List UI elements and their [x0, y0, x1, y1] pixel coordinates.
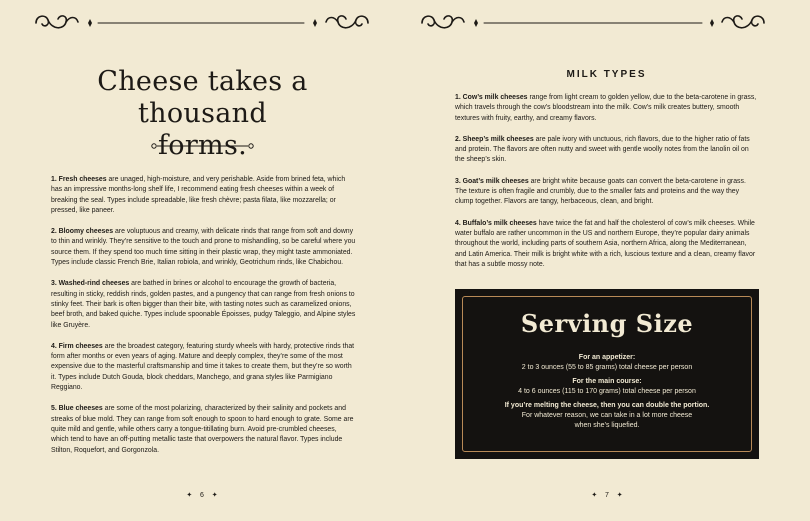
scroll-ornament-icon: [418, 10, 768, 36]
appetizer-amount: 2 to 3 ounces (55 to 85 grams) total cheese per person: [521, 364, 693, 371]
melting-line-2: For whatever reason, we can take in a lot more cheese: [521, 412, 693, 419]
entry-text: are the broadest category, featuring sturdy wheels with hardy, protective rinds that form after months or even years of aging. Mature and deeply complex, they’re some of the most expensive due to the masterful craftsmanship and time it takes to create them, but they’re so worth it. Types include Dutch Gouda, block cheddars, Manchego, and grana styles like Parmigiano Reggiano.: [51, 342, 355, 392]
melting-line-3: when she’s liquefied.: [574, 422, 640, 429]
milk-types-list: [455, 93, 758, 281]
entry-label: 4. Firm cheeses: [51, 342, 103, 350]
entry-text: are bright white because goats can convert the beta-carotene in grass. The texture is often fragile and crumbly, due to the smaller fats and proteins and the way they clump together. Flavors are tangy, herbaceous, clean, and bright.: [455, 177, 746, 206]
title-divider: [150, 138, 255, 156]
entry-text: are some of the most polarizing, characterized by their salinity and pockets and streaks of blue mold. They can range from soft enough to spoon to hard enough to grate. Some are quite mild and gentle, while others carry a tongue-titillating burn. Avoid pre-crumbled cheeses, which tend to have an off-putting metallic taste that overpowers the natural flavor. Types include Stilton, Roquefort, and Gorgonzola.: [51, 405, 354, 454]
entry-text: have twice the fat and half the cholesterol of cow’s milk cheeses. While water buffalo are rather uncommon in the US and northern Europe, they’re popular dairy animals throughout the world, including parts of southern Asia, northern Africa, along the Mediterranean, and Latin America. Their milk is bright white with a rich, luscious texture and a clean, creamy flavor that has a subtle mossy note.: [455, 219, 756, 268]
page-folio: [172, 491, 232, 499]
entry-text: are bathed in brines or alcohol to encourage the growth of bacteria, resulting in sticky, reddish rinds, golden pastes, and a pungency that can range from fresh onions to stinky feet. Their bark is often bigger than their bite, with tasting notes such as caramelized onions, beef broth, and baked quiche. Types include spoonable Époisses, pudgy Taleggio, and Alpine styles like Gruyère.: [51, 280, 356, 329]
entry-label: 5. Blue cheeses: [51, 405, 103, 413]
entry-text: range from light cream to golden yellow, due to the beta-carotene in grass, which travels through the cow’s bloodstream into the milk. Cow’s milk creates buttery, smooth textures with fruity, earthy, and creamy flavors.: [455, 94, 757, 122]
scroll-ornament-icon: [32, 10, 372, 36]
list-item: [51, 404, 356, 455]
serving-details: [455, 353, 759, 431]
entry-label: 1. Cow’s milk cheeses: [455, 94, 528, 101]
list-item: [51, 279, 356, 330]
main-course-amount: 4 to 6 ounces (115 to 170 grams) total cheese per person: [518, 388, 696, 395]
serving-title: Serving Size: [520, 309, 694, 338]
entry-text: are unaged, high-moisture, and very perishable. Aside from brined feta, which has an impressive months-long shelf life, I recommend eating fresh cheeses within a week of breaking the seal. Types include spreadable, like fresh chèvre; pasta filata, like mozzarella; or pressed, like paneer.: [51, 176, 346, 214]
section-title: MILK TYPES: [566, 69, 647, 80]
entry-text: are voluptuous and creamy, with delicate rinds that range from soft and downy to thin and wrinkly. They’re sensitive to the touch and prone to mishandling, so be careful where you source them. If they spend too much time sitting in their plastic wrap, they might taste ammoniated. Types include classic French Brie, Italian robiola, and wrinkly, Geotrichum rinds, like Chabichou.: [51, 228, 356, 267]
header-ornament: [418, 10, 768, 36]
entry-label: 3. Washed-rind cheeses: [51, 280, 130, 288]
serving-size-box: [455, 289, 759, 459]
folio-star-icon: ✦: [186, 492, 193, 499]
folio-star-icon: ✦: [211, 492, 218, 499]
melting-label: If you’re melting the cheese, then you can double the portion.: [504, 402, 710, 409]
list-item: [455, 177, 758, 208]
cheese-categories-list: [51, 175, 356, 467]
entry-label: 2. Sheep’s milk cheeses: [455, 135, 534, 143]
list-item: [455, 135, 758, 166]
folio-star-icon: ✦: [591, 492, 598, 499]
entry-label: 4. Buffalo’s milk cheeses: [455, 219, 537, 227]
title-line-1: Cheese takes a: [97, 66, 308, 97]
list-item: [455, 219, 758, 270]
entry-label: 2. Bloomy cheeses: [51, 228, 114, 236]
divider-rule-icon: [150, 141, 255, 151]
list-item: [455, 93, 758, 124]
entry-label: 3. Goat’s milk cheeses: [455, 177, 529, 185]
list-item: [51, 342, 356, 393]
list-item: [51, 227, 356, 268]
main-course-label: For the main course:: [572, 378, 642, 385]
entry-label: 1. Fresh cheeses: [51, 176, 107, 183]
page-folio: [577, 491, 637, 499]
title-line-2: thousand forms.: [138, 98, 267, 161]
header-ornament: [32, 10, 372, 36]
page-number: 7: [605, 492, 609, 499]
folio-star-icon: ✦: [616, 492, 623, 499]
appetizer-label: For an appetizer:: [578, 354, 636, 361]
page-number: 6: [200, 492, 204, 499]
list-item: [51, 175, 356, 216]
entry-text: are pale ivory with unctuous, rich flavors, due to the higher ratio of fats and protein. The flavors are often nutty and sweet with gentle woolly notes from the lanolin oil on the sheep’s skin.: [455, 135, 750, 164]
